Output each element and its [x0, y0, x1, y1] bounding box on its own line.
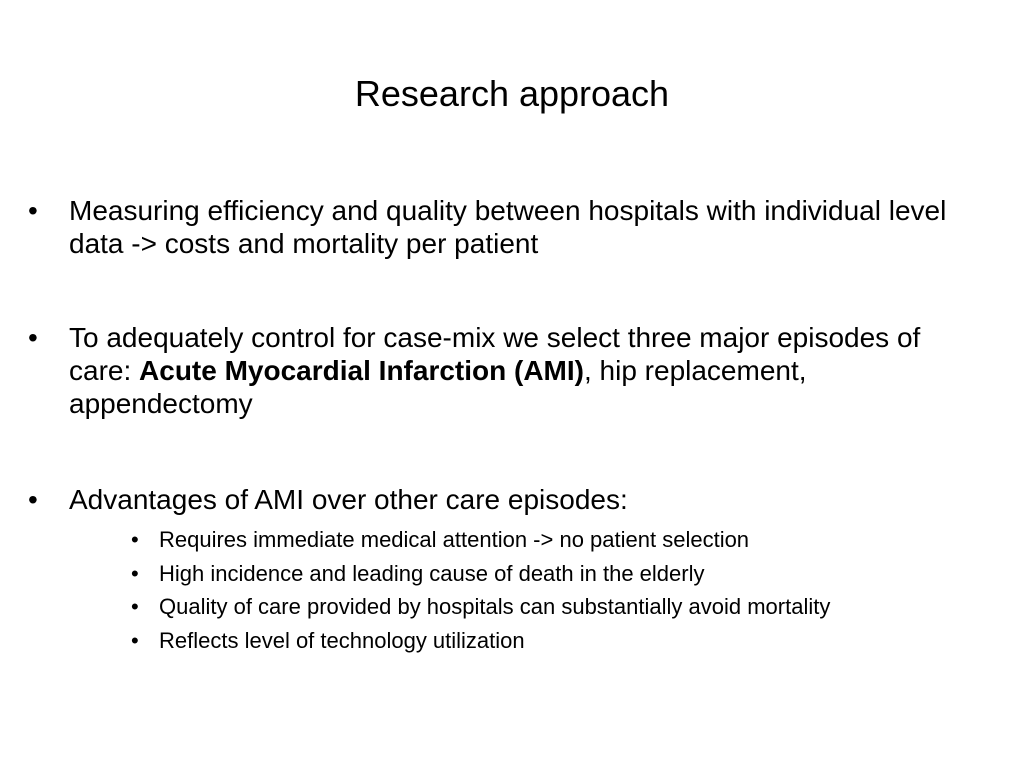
subbullet-icon: • [131, 561, 139, 586]
subbullet-text: Requires immediate medical attention -> no patient selection [159, 527, 750, 552]
bullet-icon: • [28, 484, 38, 515]
subbullet-text: Reflects level of technology utilization [159, 628, 525, 653]
bullet-icon: • [28, 195, 38, 226]
subbullet-item [131, 526, 991, 554]
slide-title: Research approach [354, 73, 670, 114]
bullet-text: Advantages of AMI over other care episodes: [69, 484, 628, 515]
subbullet-icon: • [131, 527, 139, 552]
bullet-text-bold: Acute Myocardial Infarction (AMI) [139, 355, 584, 386]
subbullet-item [131, 593, 991, 621]
bullet-item [28, 483, 958, 516]
bullet-icon: • [28, 322, 38, 353]
subbullet-item [131, 627, 991, 655]
bullet-text [69, 321, 958, 420]
subbullet-text: High incidence and leading cause of death in the elderly [159, 561, 705, 586]
subbullet-icon: • [131, 628, 139, 653]
subbullet-text: Quality of care provided by hospitals can substantially avoid mortality [159, 594, 831, 619]
bullet-item [28, 194, 958, 260]
bullet-text-part: , hip replacement, appendectomy [69, 355, 807, 419]
bullet-text: Measuring efficiency and quality between hospitals with individual level data -> costs and mortality per patient [69, 195, 947, 259]
subbullet-item [131, 560, 991, 588]
bullet-item [28, 321, 958, 420]
bullet-text-part: To adequately control for case-mix we select three major episodes of care: [69, 322, 921, 386]
subbullet-icon: • [131, 594, 139, 619]
